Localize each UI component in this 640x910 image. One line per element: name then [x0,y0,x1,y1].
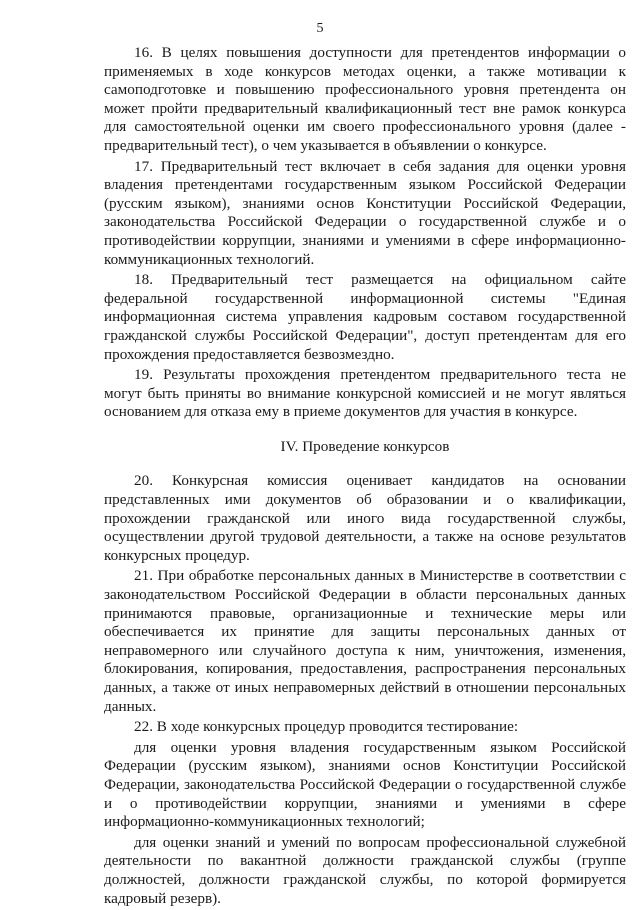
section-heading: IV. Проведение конкурсов [280,437,450,455]
paragraph-19: 19. Результаты прохождения претендентом предварительного теста не могут быть приняты во внимание конкурсной комиссией и не могут являться основанием для отказа ему в приеме документов для участия в конкурсе. [104,366,626,421]
paragraph-20: 20. Конкурсная комиссия оценивает кандидатов на основании представленных ими документов об образовании и о квалификации, прохождении гражданской или иного вида государственной службы, осуществлении другой трудовой деятельности, а также на основе результатов конкурсных процедур. [104,472,626,564]
page-number: 5 [316,21,324,36]
paragraph-16: 16. В целях повышения доступности для претендентов информации о применяемых в ходе конкурсов методах оценки, а также мотивации к самоподготовке и повышению профессионального уровня претендента он может пройти предварительный квалификационный тест вне рамок конкурса для самостоятельной оценки им своего профессионального уровня (далее - предварительный тест), о чем указывается в объявлении о конкурсе. [104,44,626,154]
paragraph-22-item-2: для оценки знаний и умений по вопросам профессиональной служебной деятельности по вакантной должности гражданской службы (группе должностей, должности гражданской службы, по которой формируется кадровый резерв). [104,833,626,907]
paragraph-18: 18. Предварительный тест размещается на официальном сайте федеральной государственной информационной системы "Единая информационная система управления кадровым составом государственной гражданской службы Российской Федерации", доступ претендентам для его прохождения предоставляется безвозмездно. [104,271,626,363]
paragraph-22: 22. В ходе конкурсных процедур проводится тестирование: [134,718,519,736]
paragraph-17: 17. Предварительный тест включает в себя задания для оценки уровня владения претендентами государственным языком Российской Федерации (русским языком), знаниями основ Конституции Российской Федерации, законодательства Российской Федерации о государственной службе и о противодействии коррупции, знаниями и умениями в сфере информационно-коммуникационных технологий. [104,157,626,268]
paragraph-21: 21. При обработке персональных данных в Министерстве в соответствии с законодательством Российской Федерации в области персональных данных принимаются правовые, организационные и технические меры или обеспечивается их принятие для защиты персональных данных от неправомерного или случайного доступа к ним, уничтожения, изменения, блокирования, копирования, предоставления, распространения персональных данных, а также от иных неправомерных действий в отношении персональных данных. [104,567,626,715]
paragraph-22-item-1: для оценки уровня владения государственным языком Российской Федерации (русским языком), знаниями основ Конституции Российской Федерации, законодательства Российской Федерации о государственной службе и о противодействии коррупции, знаниями и умениями в сфере информационно-коммуникационных технологий; [104,738,626,831]
document-body [104,44,626,910]
